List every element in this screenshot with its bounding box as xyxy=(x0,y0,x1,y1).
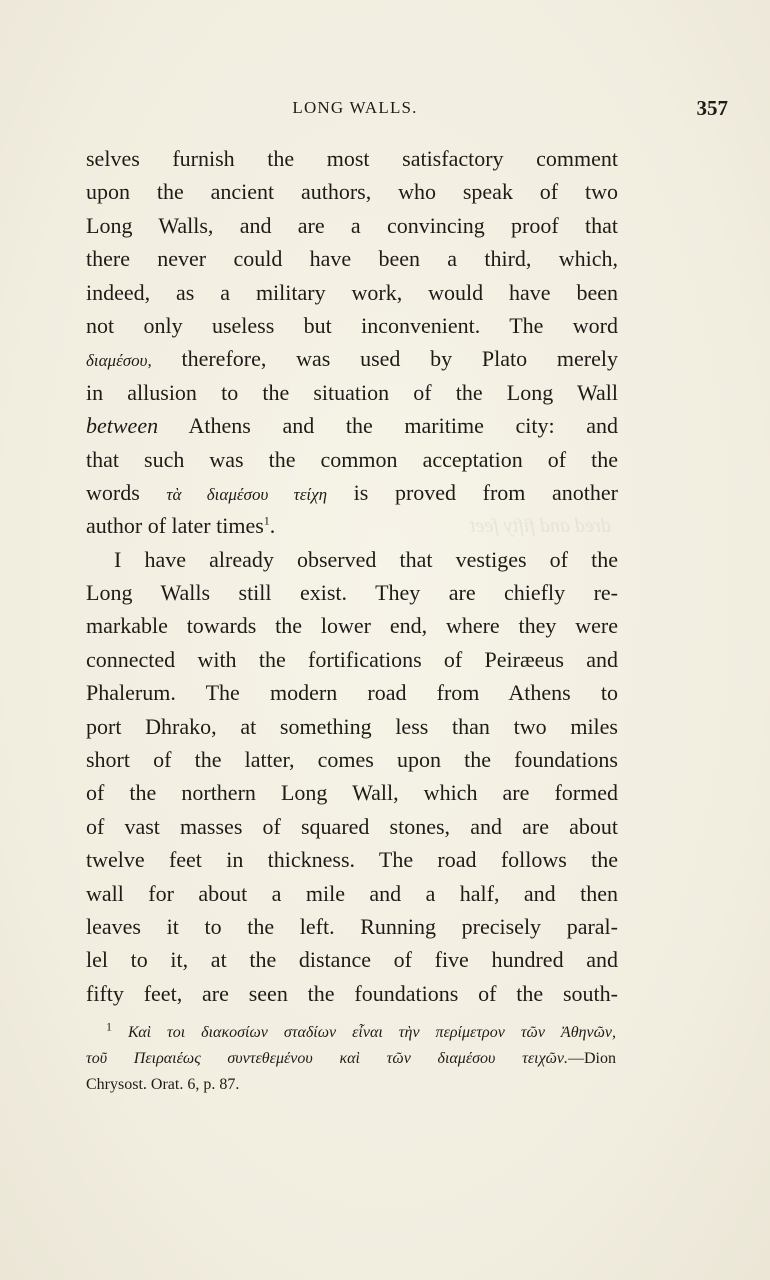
text-line xyxy=(86,509,618,542)
text-line: upon the ancient authors, who speak of two xyxy=(86,179,618,205)
running-title: LONG WALLS. xyxy=(292,98,418,117)
text-span: therefore, was used by Plato merely xyxy=(151,346,618,372)
text-line: Phalerum. The modern road from Athens to xyxy=(86,680,618,706)
paragraph-start-line: I have already observed that vestiges of the xyxy=(114,546,618,572)
text-line: twelve feet in thickness. The road follows the xyxy=(86,847,618,873)
footnote-reference: 1 xyxy=(263,513,270,528)
text-span: . xyxy=(269,513,276,539)
footnote-greek: Καὶ τοι διακοσίων σταδίων εἶναι τὴν περίμετρον τῶν Ἀθηνῶν, xyxy=(127,1024,616,1041)
text-line: of the northern Long Wall, which are formed xyxy=(86,780,618,806)
text-line: markable towards the lower end, where they were xyxy=(86,613,618,639)
footnote-marker: 1 xyxy=(106,1020,112,1034)
text-span: author of later times xyxy=(86,513,264,539)
footnote-citation: Chrysost. Orat. 6, p. 87. xyxy=(86,1076,240,1093)
text-span: is proved from another xyxy=(327,479,618,505)
text-line: that such was the common acceptation of the xyxy=(86,446,618,472)
text-line: there never could have been a third, which, xyxy=(86,246,618,272)
show-through-text: dred and fifty feet xyxy=(470,515,611,537)
greek-phrase: τὰ διαμέσου τείχη xyxy=(166,484,328,504)
text-line: Long Walls still exist. They are chiefly re- xyxy=(86,580,618,606)
text-line: leaves it to the left. Running precisely paral- xyxy=(86,913,618,939)
text-line: wall for about a mile and a half, and then xyxy=(86,880,618,906)
text-line: indeed, as a military work, would have been xyxy=(86,279,618,305)
text-line xyxy=(86,409,618,442)
text-span: Athens and the maritime city: and xyxy=(158,413,618,439)
text-line: selves furnish the most satisfactory comment xyxy=(86,146,618,171)
page-number: 357 xyxy=(696,96,728,120)
text-line: fifty feet, are seen the foundations of the south- xyxy=(86,980,618,1006)
running-head xyxy=(86,96,728,122)
text-line: lel to it, at the distance of five hundred and xyxy=(86,947,618,973)
text-line: not only useless but inconvenient. The word xyxy=(86,312,618,338)
footnote-greek: τοῦ Πειραιέως συντεθεμένου καὶ τῶν διαμέσου τειχῶν. xyxy=(86,1050,568,1067)
text-span: words xyxy=(86,479,167,505)
text-line: of vast masses of squared stones, and are about xyxy=(86,813,618,839)
footnote-line xyxy=(86,1020,616,1046)
italic-word: between xyxy=(86,413,159,439)
footnote xyxy=(86,1020,616,1098)
text-line: connected with the fortifications of Peiræeus and xyxy=(86,646,618,672)
text-line: port Dhrako, at something less than two miles xyxy=(86,713,618,739)
text-line: in allusion to the situation of the Long Wall xyxy=(86,379,618,405)
text-line xyxy=(86,342,618,375)
footnote-line xyxy=(86,1046,616,1072)
body-text xyxy=(86,142,618,1010)
text-line: short of the latter, comes upon the foundations xyxy=(86,747,618,773)
footnote-text: —Dion xyxy=(568,1050,616,1067)
greek-word: διαμέσου, xyxy=(86,351,152,371)
text-line xyxy=(86,476,618,509)
text-line: Long Walls, and are a convincing proof that xyxy=(86,212,618,238)
